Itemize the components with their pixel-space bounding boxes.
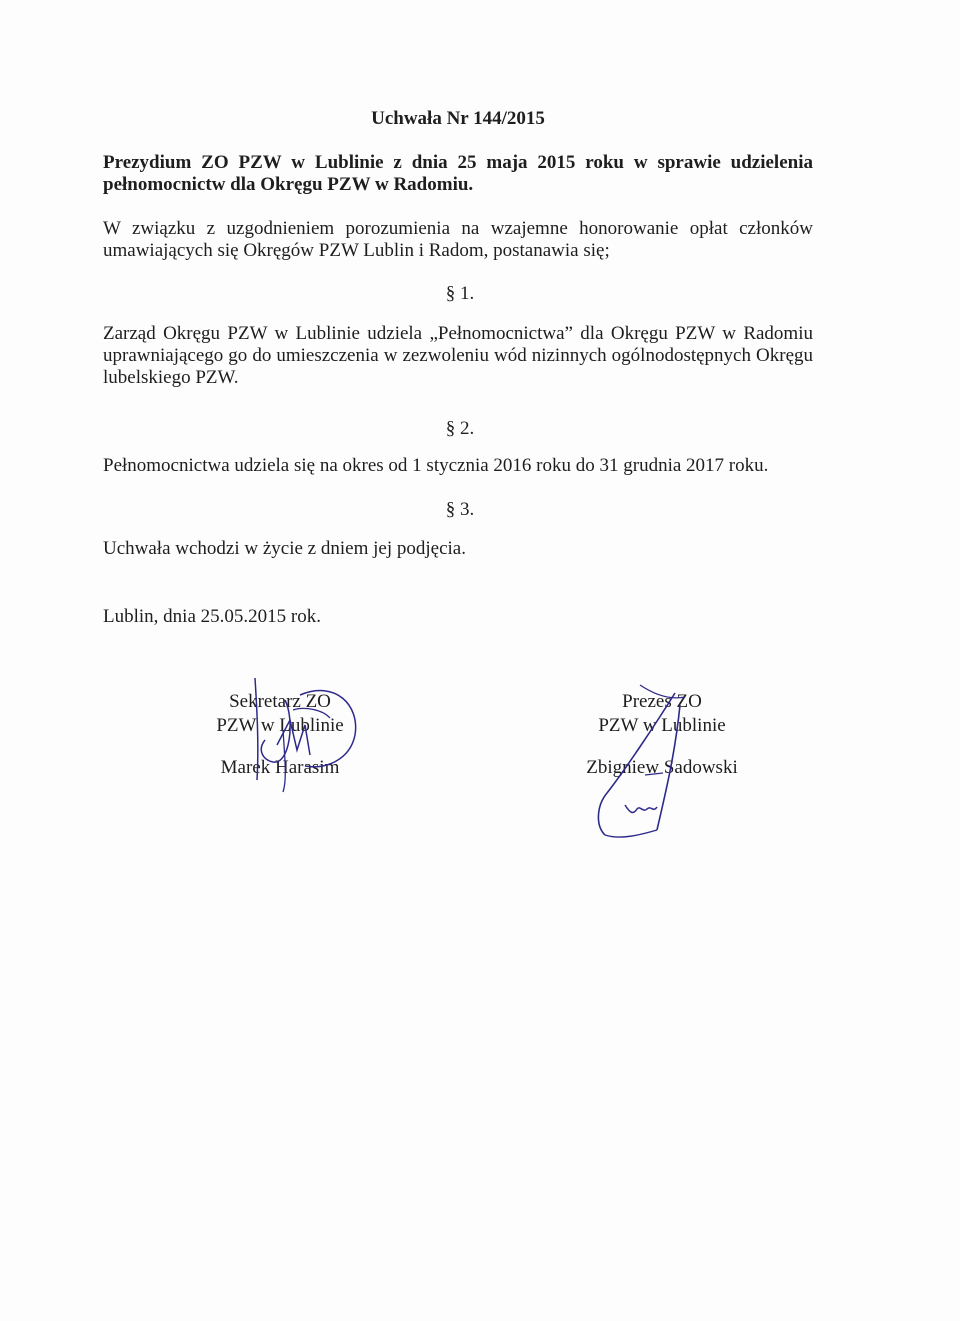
section-1-heading: § 1. [445, 283, 475, 304]
section-2-text: Pełnomocnictwa udziela się na okres od 1 stycznia 2016 roku do 31 grudnia 2017 roku. [103, 455, 769, 476]
secretary-signature-drawing [235, 670, 375, 795]
place-date: Lublin, dnia 25.05.2015 rok. [103, 606, 321, 627]
signatory-org: PZW w Lublinie [216, 715, 344, 736]
section-2-heading: § 2. [445, 418, 475, 439]
president-signature-drawing [585, 675, 715, 845]
intro-paragraph: W związku z uzgodnieniem porozumienia na wzajemne honorowanie opłat członków umawiających się Okręgów PZW Lublin i Radom, postanawia się; [103, 218, 813, 261]
signatory-role: Prezes ZO [622, 691, 702, 712]
section-3-heading: § 3. [445, 499, 475, 520]
signatory-org: PZW w Lublinie [598, 715, 726, 736]
section-1-text: Zarząd Okręgu PZW w Lublinie udziela „Pełnomocnictwa” dla Okręgu PZW w Radomiu uprawniającego go do umieszczenia w zezwoleniu wód nizinnych ogólnodostępnych Okręgu lubelskiego PZW. [103, 323, 813, 388]
section-3-text: Uchwała wchodzi w życie z dniem jej podjęcia. [103, 538, 466, 559]
signatory-name: Marek Harasim [220, 757, 340, 778]
signatory-name: Zbigniew Sadowski [586, 757, 738, 778]
document-title: Uchwała Nr 144/2015 [371, 108, 545, 129]
document-subject: Prezydium ZO PZW w Lublinie z dnia 25 maja 2015 roku w sprawie udzielenia pełnomocnictw dla Okręgu PZW w Radomiu. [103, 152, 813, 195]
signatory-role: Sekretarz ZO [229, 691, 331, 712]
